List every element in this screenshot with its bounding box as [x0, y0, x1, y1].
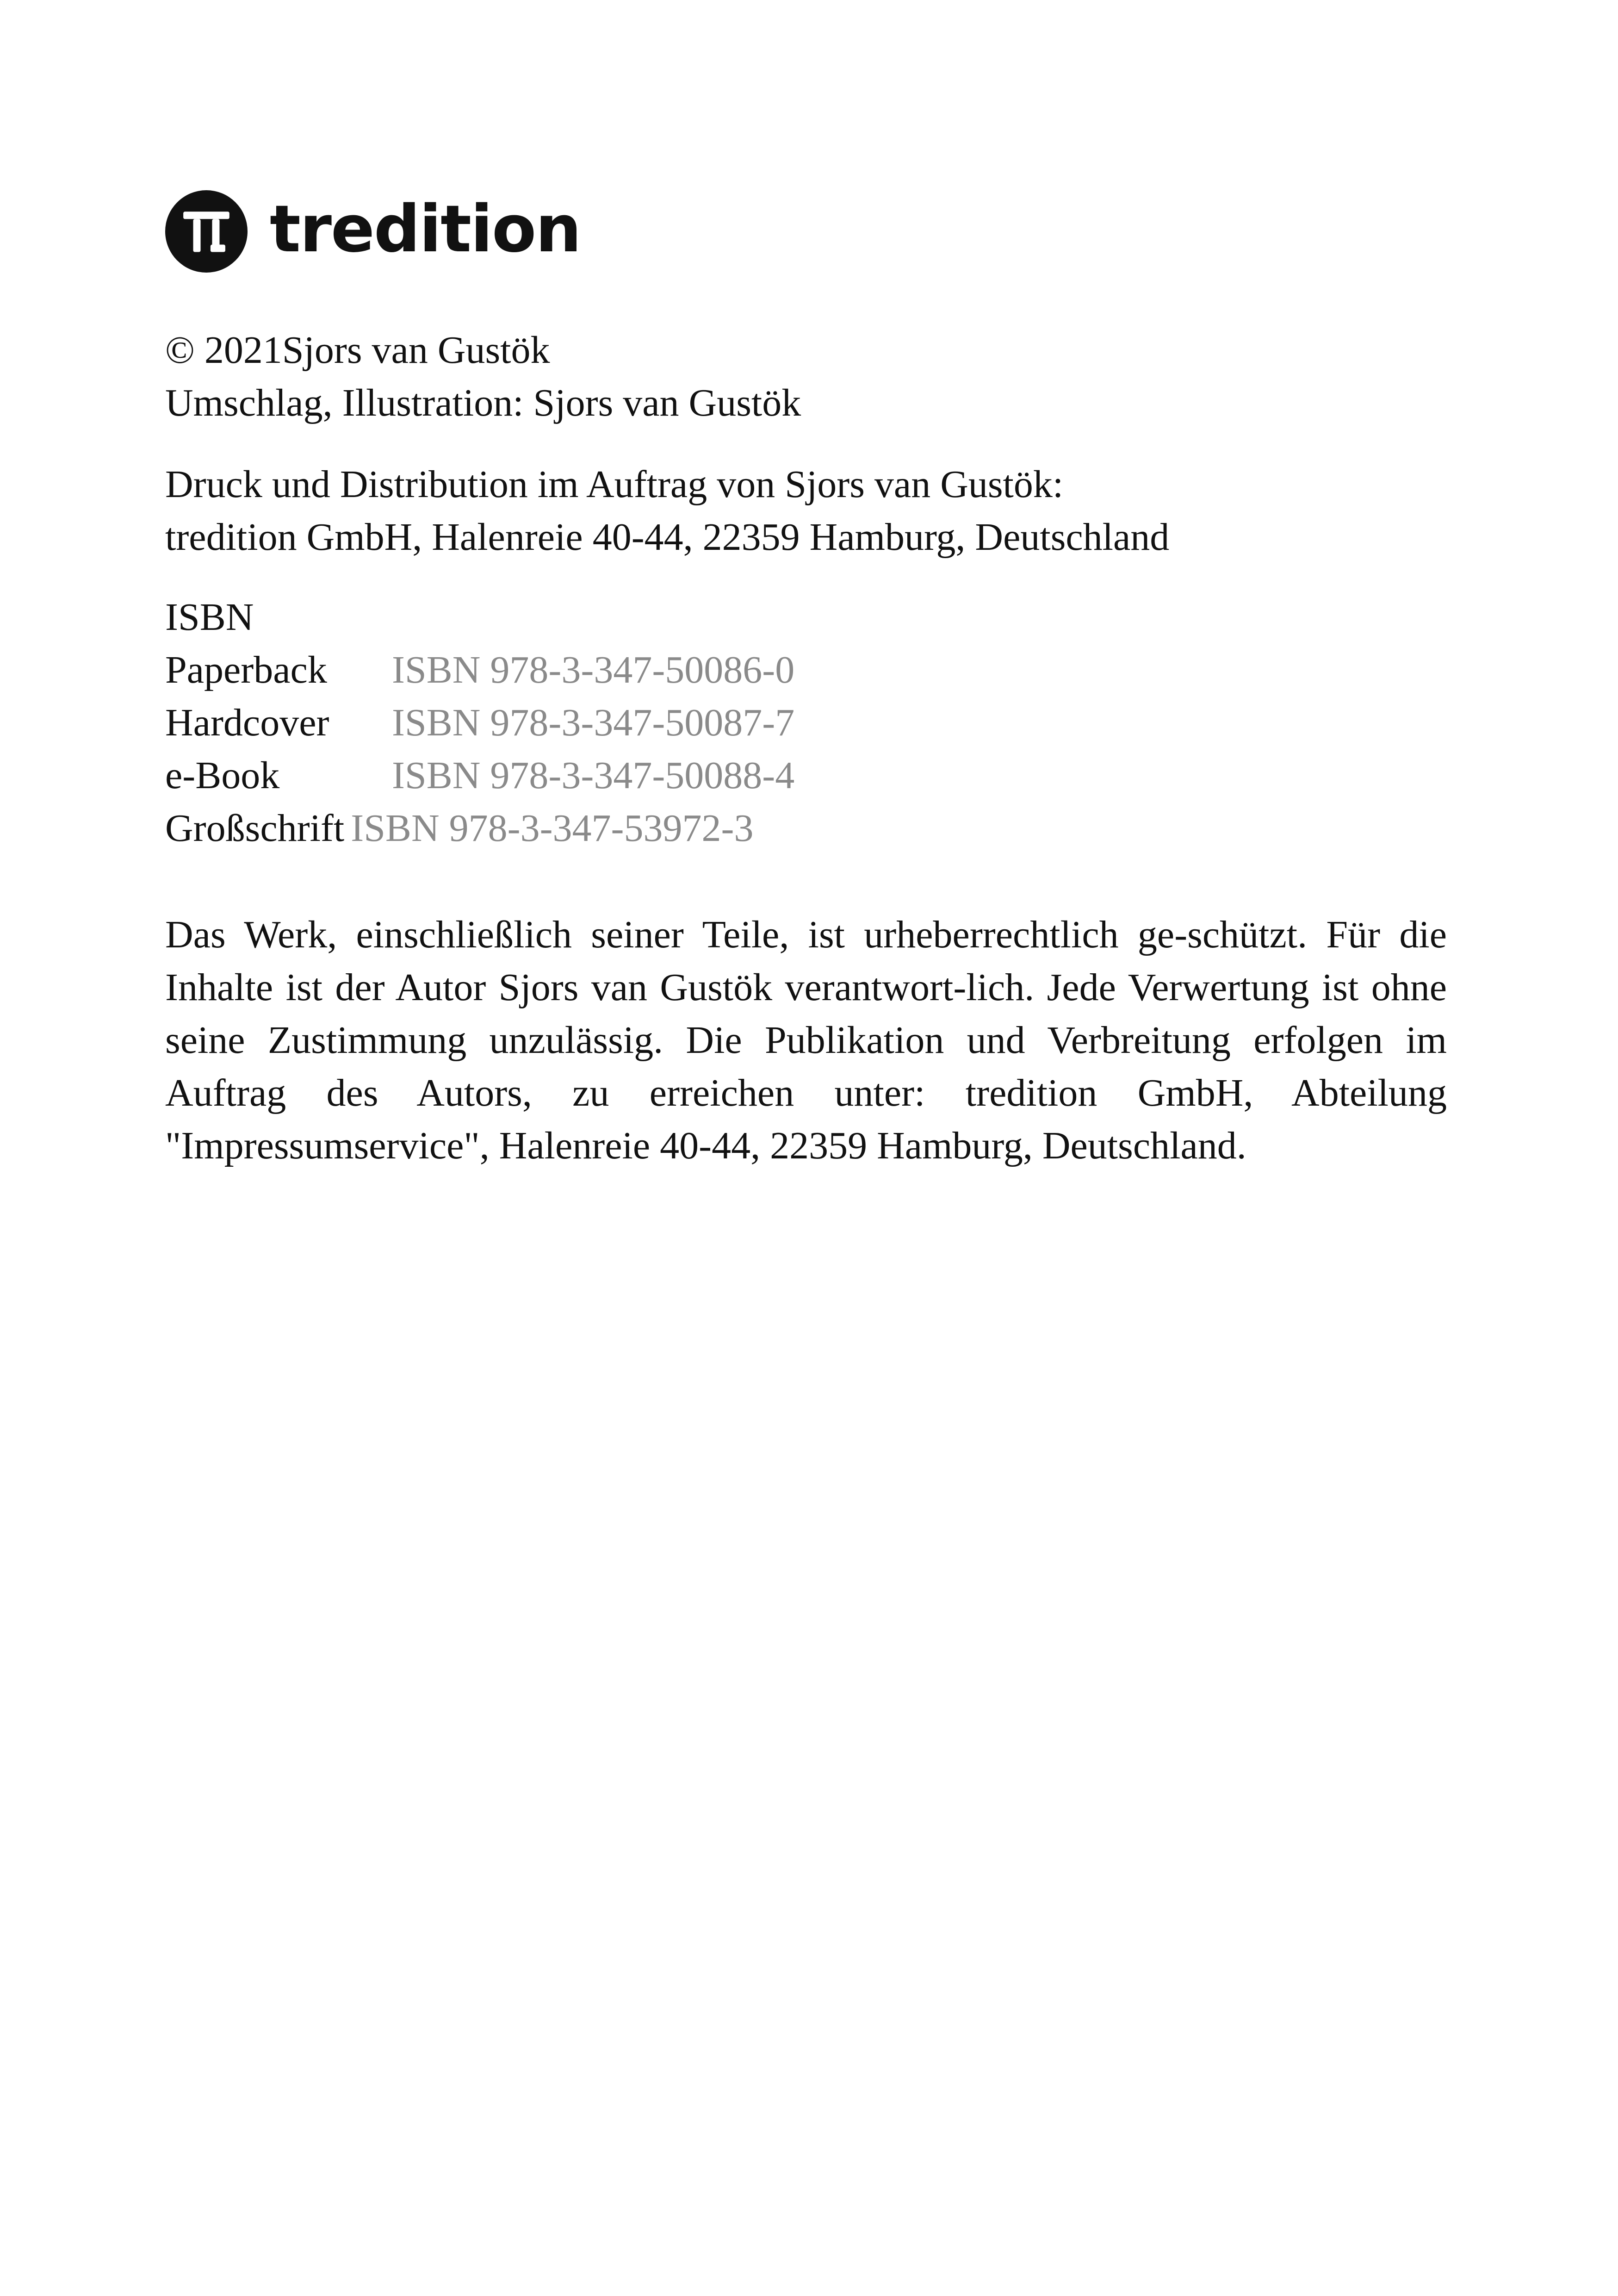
- isbn-row-hardcover: [165, 697, 1447, 749]
- cover-credit-line: Umschlag, Illustration: Sjors van Gustök: [165, 381, 801, 424]
- isbn-label: e-Book: [165, 754, 280, 797]
- isbn-row-ebook: [165, 749, 1447, 802]
- isbn-heading: ISBN: [165, 596, 254, 639]
- printer-section: [165, 458, 1447, 564]
- isbn-value: ISBN 978-3-347-50087-7: [392, 701, 795, 744]
- isbn-row-paperback: [165, 644, 1447, 697]
- copyright-line: © 2021Sjors van Gustök: [165, 329, 550, 372]
- isbn-label: Großschrift: [165, 807, 345, 850]
- isbn-value: ISBN 978-3-347-50086-0: [392, 648, 795, 691]
- isbn-value: ISBN 978-3-347-53972-3: [351, 807, 754, 850]
- tredition-logo-icon: [165, 190, 248, 273]
- printer-line-2: tredition GmbH, Halenreie 40-44, 22359 Hamburg, Deutschland: [165, 516, 1170, 559]
- isbn-value: ISBN 978-3-347-50088-4: [392, 754, 795, 797]
- logo-wordmark: tredition: [270, 192, 581, 267]
- credits-section: [165, 324, 1447, 429]
- printer-line-1: Druck und Distribution im Auftrag von Sjors van Gustök:: [165, 463, 1064, 506]
- publisher-logo: [165, 190, 581, 273]
- isbn-label: Hardcover: [165, 701, 329, 744]
- isbn-label: Paperback: [165, 648, 327, 691]
- legal-notice: Das Werk, einschließlich seiner Teile, ist urheberrechtlich ge-schützt. Für die Inhalte ist der Autor Sjors van Gustök verantwort-lich. Jede Verwertung ist ohne seine Zustimmung unzulässig. Die Publikation und Verbreitung erfolgen im Auftrag des Autors, zu erreichen unter: tredition GmbH, Abteilung "Impressumservice", Halenreie 40-44, 22359 Hamburg, Deutschland.: [165, 913, 1447, 1167]
- isbn-row-large-print: [165, 802, 1447, 855]
- isbn-section: [165, 591, 1447, 855]
